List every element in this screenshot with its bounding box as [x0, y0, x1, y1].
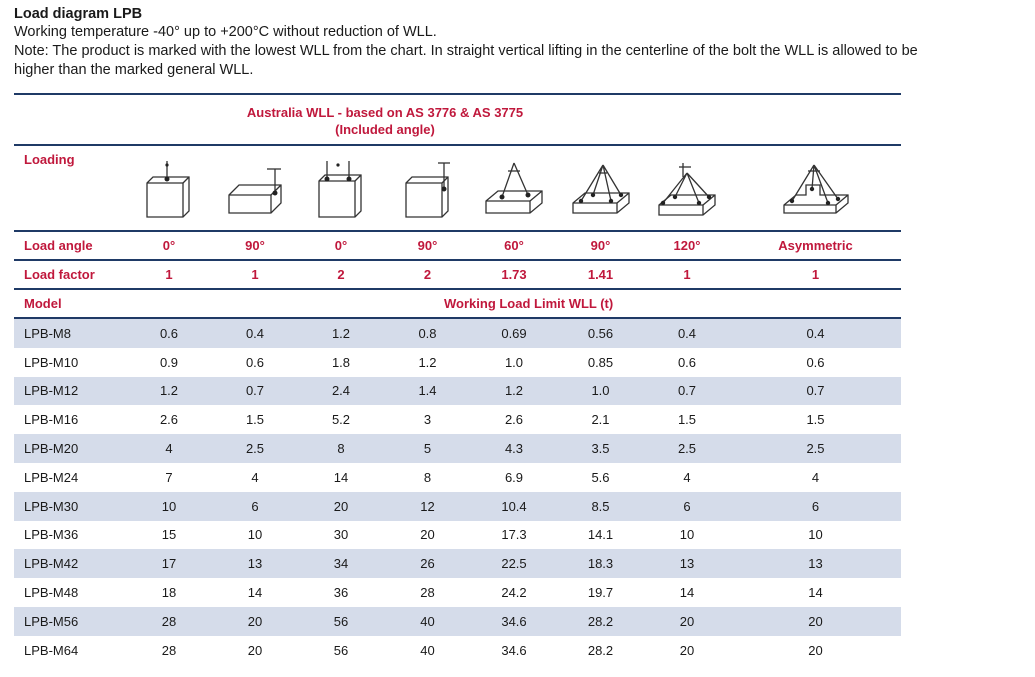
- table-row: [14, 434, 901, 463]
- load-angle-cell: Asymmetric: [730, 231, 901, 260]
- wll-value-cell: 1.5: [677, 412, 697, 428]
- wll-value-cell: 14.1: [587, 527, 614, 543]
- model-header-row: [14, 289, 901, 318]
- note-text-line-1: Note: The product is marked with the lowest WLL from the chart. In straight vertical lifting in the centerline of the bolt the WLL is allowed to be: [14, 43, 918, 59]
- wll-value-cell: 0.6: [245, 354, 265, 370]
- wll-value-cell: 0.4: [212, 318, 298, 348]
- wll-value-cell: 6.9: [504, 469, 524, 485]
- wll-value-cell: 2.5: [644, 434, 730, 463]
- wll-label: Working Load Limit WLL (t): [126, 289, 901, 318]
- load-factor-cell: 1: [126, 260, 212, 289]
- wll-value-cell: 1.2: [418, 354, 437, 370]
- load-factor-cell: 1.73: [471, 260, 557, 289]
- wll-value-cell: 10: [126, 492, 212, 521]
- page-title: Load diagram LPB: [14, 6, 143, 22]
- wll-value-cell: 1.2: [126, 377, 212, 406]
- wll-value-cell: 10: [247, 527, 263, 543]
- load-angle-label: Load angle: [14, 231, 126, 260]
- table-row: [14, 607, 901, 636]
- wll-value-cell: 34.6: [501, 642, 527, 658]
- four-leg-120-lift-icon: [644, 159, 730, 223]
- wll-value-cell: 5.2: [331, 412, 351, 428]
- four-leg-90-lift-icon: [557, 159, 644, 223]
- wll-value-cell: 4: [251, 469, 259, 485]
- wll-value-cell: 0.9: [159, 354, 179, 370]
- wll-value-cell: 2.1: [591, 412, 610, 428]
- wll-value-cell: 13: [644, 549, 730, 578]
- model-cell: LPB-M42: [14, 549, 126, 578]
- wll-value-cell: 36: [333, 585, 349, 601]
- table-row: [14, 492, 901, 521]
- wll-value-cell: 28: [420, 585, 435, 601]
- wll-value-cell: 0.4: [644, 318, 730, 348]
- wll-value-cell: 8.5: [557, 492, 644, 521]
- table-row: [14, 549, 901, 578]
- load-factor-cell: 1.41: [557, 260, 644, 289]
- loading-diagram-row: [14, 145, 901, 231]
- model-cell: LPB-M24: [24, 469, 79, 485]
- two-leg-vertical-lift-icon: [298, 159, 384, 223]
- load-angle-cell: 120°: [644, 231, 730, 260]
- model-cell: LPB-M48: [24, 585, 79, 601]
- load-angle-cell: 90°: [212, 231, 298, 260]
- wll-value-cell: 14: [808, 585, 823, 601]
- model-cell: LPB-M36: [24, 527, 79, 543]
- load-angle-cell: 0°: [298, 231, 384, 260]
- wll-value-cell: 56: [298, 607, 384, 636]
- load-angle-cell: 90°: [557, 231, 644, 260]
- wll-value-cell: 4: [126, 434, 212, 463]
- wll-value-cell: 20: [420, 527, 435, 543]
- wll-value-cell: 5: [384, 434, 471, 463]
- wll-value-cell: 28.2: [587, 642, 614, 658]
- model-cell: LPB-M8: [14, 318, 126, 348]
- wll-value-cell: 40: [420, 642, 435, 658]
- wll-value-cell: 28: [126, 607, 212, 636]
- load-factor-label: Load factor: [14, 260, 126, 289]
- wll-value-cell: 22.5: [471, 549, 557, 578]
- wll-value-cell: 0.7: [730, 377, 901, 406]
- wll-value-cell: 3: [423, 412, 432, 428]
- wll-value-cell: 0.6: [677, 354, 697, 370]
- wll-value-cell: 2.4: [298, 377, 384, 406]
- table-row: [14, 463, 901, 492]
- table-row: [14, 636, 901, 665]
- note-text-line-2: higher than the marked general WLL.: [14, 62, 254, 78]
- wll-value-cell: 1.2: [298, 318, 384, 348]
- model-cell: LPB-M20: [14, 434, 126, 463]
- wll-value-cell: 14: [247, 585, 263, 601]
- single-vertical-lift-icon: [126, 159, 212, 223]
- wll-value-cell: 13: [212, 549, 298, 578]
- wll-value-cell: 0.7: [212, 377, 298, 406]
- wll-value-cell: 0.56: [557, 318, 644, 348]
- wll-value-cell: 0.6: [126, 318, 212, 348]
- wll-value-cell: 1.0: [504, 354, 524, 370]
- wll-value-cell: 10: [679, 527, 695, 543]
- table-row: [14, 348, 901, 377]
- wll-value-cell: 20: [644, 607, 730, 636]
- document-header: [14, 6, 1024, 80]
- wll-value-cell: 20: [298, 492, 384, 521]
- wll-value-cell: 1.5: [806, 412, 825, 428]
- load-angle-cell: 60°: [471, 231, 557, 260]
- wll-value-cell: 17: [126, 549, 212, 578]
- wll-value-cell: 0.4: [730, 318, 901, 348]
- wll-value-cell: 19.7: [587, 585, 614, 601]
- caption-line-1: Australia WLL - based on AS 3776 & AS 3775: [246, 105, 524, 120]
- model-cell: LPB-M30: [14, 492, 126, 521]
- wll-value-cell: 1.8: [331, 354, 351, 370]
- wll-value-cell: 18: [161, 585, 177, 601]
- wll-table-body: [14, 318, 901, 665]
- wll-value-cell: 0.69: [471, 318, 557, 348]
- asymmetric-lift-icon: [730, 159, 901, 223]
- two-leg-60-lift-icon: [471, 159, 557, 223]
- table-row: [14, 318, 901, 348]
- wll-value-cell: 1.2: [471, 377, 557, 406]
- wll-value-cell: 20: [808, 642, 823, 658]
- wll-value-cell: 20: [212, 607, 298, 636]
- wll-value-cell: 4: [811, 469, 820, 485]
- wll-value-cell: 2.6: [159, 412, 179, 428]
- load-diagram-table: [14, 93, 901, 665]
- wll-value-cell: 20: [679, 642, 695, 658]
- wll-value-cell: 5.6: [591, 469, 610, 485]
- caption-line-2: (Included angle): [335, 122, 435, 137]
- load-angle-row: [14, 231, 901, 260]
- wll-value-cell: 14: [333, 469, 349, 485]
- wll-value-cell: 0.6: [806, 354, 825, 370]
- wll-value-cell: 1.0: [557, 377, 644, 406]
- load-angle-cell: 0°: [126, 231, 212, 260]
- table-row: [14, 521, 901, 550]
- wll-value-cell: 1.5: [245, 412, 265, 428]
- table-row: [14, 405, 901, 434]
- wll-value-cell: 1.4: [384, 377, 471, 406]
- load-factor-cell: 1: [644, 260, 730, 289]
- wll-value-cell: 18.3: [557, 549, 644, 578]
- wll-value-cell: 4.3: [471, 434, 557, 463]
- wll-value-cell: 26: [384, 549, 471, 578]
- model-cell: LPB-M56: [14, 607, 126, 636]
- wll-value-cell: 13: [730, 549, 901, 578]
- wll-value-cell: 4: [683, 469, 691, 485]
- wll-value-cell: 40: [384, 607, 471, 636]
- wll-value-cell: 7: [165, 469, 173, 485]
- wll-value-cell: 10.4: [471, 492, 557, 521]
- load-factor-cell: 2: [384, 260, 471, 289]
- model-cell: LPB-M10: [24, 354, 79, 370]
- table-row: [14, 578, 901, 607]
- load-factor-cell: 1: [212, 260, 298, 289]
- wll-value-cell: 2.5: [212, 434, 298, 463]
- wll-value-cell: 15: [161, 527, 177, 543]
- wll-value-cell: 10: [808, 527, 823, 543]
- load-factor-row: [14, 260, 901, 289]
- wll-value-cell: 17.3: [501, 527, 527, 543]
- wll-value-cell: 24.2: [501, 585, 527, 601]
- two-leg-side-lift-icon: [384, 159, 471, 223]
- wll-value-cell: 12: [384, 492, 471, 521]
- load-factor-cell: 1: [730, 260, 901, 289]
- wll-value-cell: 0.85: [587, 354, 614, 370]
- table-row: [14, 377, 901, 406]
- load-factor-cell: 2: [298, 260, 384, 289]
- load-angle-cell: 90°: [384, 231, 471, 260]
- table-caption-row: [14, 98, 901, 145]
- wll-value-cell: 34: [298, 549, 384, 578]
- wll-value-cell: 20: [247, 642, 263, 658]
- wll-value-cell: 20: [730, 607, 901, 636]
- model-label: Model: [14, 289, 126, 318]
- table-caption: [126, 98, 644, 145]
- wll-value-cell: 2.6: [504, 412, 524, 428]
- wll-value-cell: 8: [423, 469, 432, 485]
- working-temperature-text: Working temperature -40° up to +200°C without reduction of WLL.: [14, 24, 437, 40]
- wll-value-cell: 8: [298, 434, 384, 463]
- wll-value-cell: 3.5: [557, 434, 644, 463]
- wll-value-cell: 6: [730, 492, 901, 521]
- wll-value-cell: 14: [679, 585, 695, 601]
- wll-value-cell: 34.6: [471, 607, 557, 636]
- single-side-lift-icon: [212, 159, 298, 223]
- wll-value-cell: 2.5: [730, 434, 901, 463]
- wll-value-cell: 56: [333, 642, 349, 658]
- model-cell: LPB-M16: [24, 412, 79, 428]
- model-cell: LPB-M12: [14, 377, 126, 406]
- wll-value-cell: 30: [333, 527, 349, 543]
- wll-value-cell: 0.7: [644, 377, 730, 406]
- wll-value-cell: 6: [644, 492, 730, 521]
- wll-value-cell: 6: [212, 492, 298, 521]
- wll-value-cell: 0.8: [384, 318, 471, 348]
- loading-label: Loading: [14, 145, 126, 231]
- model-cell: LPB-M64: [24, 642, 79, 658]
- wll-value-cell: 28: [161, 642, 177, 658]
- wll-value-cell: 28.2: [557, 607, 644, 636]
